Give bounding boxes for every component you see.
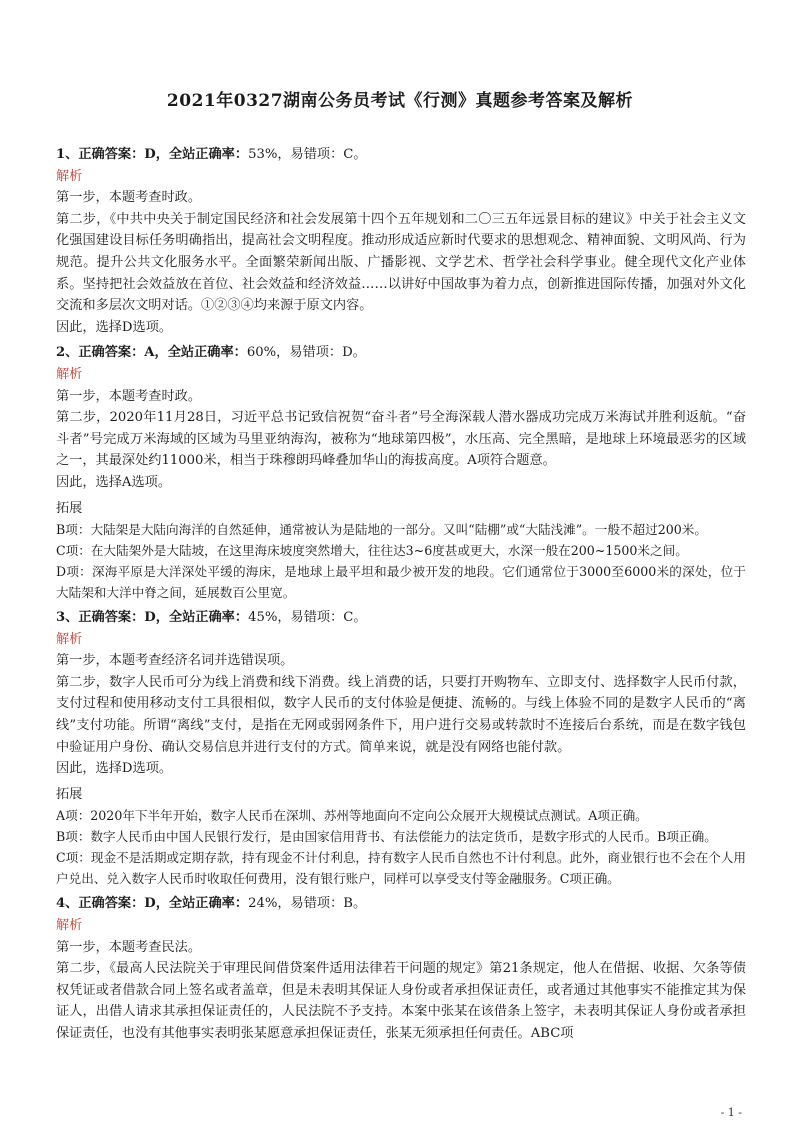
answer-content [56,140,746,1045]
question-1-answer: 1、正确答案：D，全站正确率： [56,147,249,162]
question-1-conclusion: 因此，选择D选项。 [56,319,173,335]
question-2-expansion-label: 拓展 [56,500,83,516]
question-2-option-d: D项：深海平原是大洋深处平缓的海床，是地球上最平坦和最少被开发的地段。它们通常位于3000至6000米的深处，位于大陆架和大洋中脊之间，延展数百公里宽。 [56,564,746,601]
question-4-header [56,893,746,915]
question-3-rate: 45%，易错项：C。 [248,610,367,626]
question-3-step-1: 第一步，本题考查经济名词并选错误项。 [56,653,294,669]
question-1-step-1: 第一步，本题考查时政。 [56,190,202,206]
question-1-analysis-label: 解析 [56,168,83,184]
question-3-step-2: 第二步，数字人民币可分为线上消费和线下消费。线上消费的话，只要打开购物车、立即支付、选择数字人民币付款，支付过程和使用移动支付工具很相似，数字人民币的支付体验是便捷、流畅的。与线上体验不同的是数字人民币的“离线”支付功能。所谓“离线”支付，是指在无网或弱网条件下，用户进行交易或转款时不连接后台系统，而是在数字钱包中验证用户身份、确认交易信息并进行支付的方式。简单来说，就是没有网络也能付款。 [56,674,746,755]
question-3-conclusion: 因此，选择D选项。 [56,761,173,777]
question-2-answer: 2、正确答案：A，全站正确率： [56,345,247,361]
question-4-rate: 24%，易错项：B。 [248,896,367,912]
question-4-analysis-label: 解析 [56,918,83,934]
page-number: - 1 - [720,1106,742,1119]
question-2-step-1: 第一步，本题考查时政。 [56,388,202,404]
question-3-expansion-label: 拓展 [56,786,83,802]
question-3-option-a: A项：2020年下半年开始，数字人民币在深圳、苏州等地面向不定向公众展开大规模试点测试。A项正确。 [56,808,648,824]
question-4-step-1: 第一步，本题考查民法。 [56,939,202,955]
page-title: 2021年0327湖南公务员考试《行测》真题参考答案及解析 [166,91,634,111]
question-2-rate: 60%，易错项：D。 [246,345,366,361]
question-3-analysis-label: 解析 [56,631,83,647]
question-2-option-c: C项：在大陆架外是大陆坡，在这里海床坡度突然增大，往往达3~6度甚或更大，水深一般在200~1500米之间。 [56,543,688,559]
question-1-header [56,144,746,166]
question-2-conclusion: 因此，选择A选项。 [56,474,172,490]
question-4-step-2: 第二步，《最高人民法院关于审理民间借贷案件适用法律若干问题的规定》第21条规定，他人在借据、收据、欠条等债权凭证或者借款合同上签名或者盖章，但是未表明其保证人身份或者承担保证责任，或者通过其他事实不能推定其为保证人，出借人请求其承担保证责任的，人民法院不予支持。本案中张某在该借条上签字，未表明其保证人身份或者承担保证责任，也没有其他事实表明张某愿意承担保证责任，张某无须承担任何责任。ABC项 [56,961,746,1041]
question-1-step-2: 第二步，《中共中央关于制定国民经济和社会发展第十四个五年规划和二〇三五年远景目标的建议》中关于社会主义文化强国建设目标任务明确指出，提高社会文明程度。推动形成适应新时代要求的思想观念、精神面貌、文明风尚、行为规范。提升公共文化服务水平。全面繁荣新闻出版、广播影视、文学艺术、哲学社会科学事业。健全现代文化产业体系。坚持把社会效益放在首位、社会效益和经济效益……以讲好中国故事为着力点，创新推进国际传播，加强对外文化交流和多层次文明对话。①②③④均来源于原文内容。 [56,211,746,314]
question-3-option-c: C项：现金不是活期或定期存款，持有现金不计付利息，持有数字人民币自然也不计付利息。此外，商业银行也不会在个人用户兑出、兑入数字人民币时收取任何费用，没有银行账户，同样可以享受支付等金融服务。C项正确。 [56,850,746,887]
question-2-header [56,342,746,364]
question-2-step-2: 第二步，2020年11月28日，习近平总书记致信祝贺“奋斗者”号全海深载人潜水器成功完成万米海试并胜利返航。“奋斗者”号完成万米海域的区域为马里亚纳海沟，被称为“地球第四极”，水压高、完全黑暗，是地球上环境最恶劣的区域之一，其最深处约11000米，相当于珠穆朗玛峰叠加华山的海拔高度。A项符合题意。 [56,410,746,469]
question-3-answer: 3、正确答案：D，全站正确率： [56,610,249,626]
question-2-option-b: B项：大陆架是大陆向海洋的自然延伸，通常被认为是陆地的一部分。又叫“陆棚”或“大陆浅滩”。一般不超过200米。 [56,522,707,538]
question-4-answer: 4、正确答案：D，全站正确率： [56,896,249,912]
question-3-header [56,607,746,629]
question-1-rate: 53%，易错项：C。 [248,147,367,162]
question-3-option-b: B项：数字人民币由中国人民银行发行，是由国家信用背书、有法偿能力的法定货币，是数字形式的人民币。B项正确。 [56,829,717,845]
question-2-analysis-label: 解析 [56,366,83,382]
